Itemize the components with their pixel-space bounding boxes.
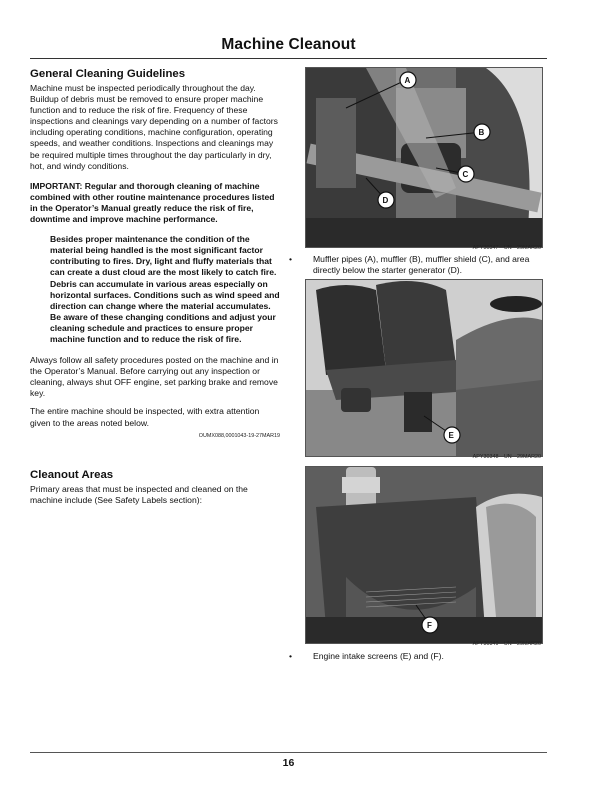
important-paragraph-2: Besides proper maintenance the condition of the material being handled is the most significant factor contributing to fires. Dry, light and fluffy materials that can create a dust cloud are the most likely to catch fire. Debris can accumulate in various areas especially on horizontal surfaces. Conditions such as wind speed and direction can change where the material accumulates. Be aware of these changing conditions and adjust your cleaning schedule and practices to ensure proper machine function and to reduce the risk of fire. xyxy=(50,234,280,344)
callout-a: A xyxy=(404,76,411,85)
callout-e: E xyxy=(448,431,454,440)
bullet-intake xyxy=(289,651,547,662)
general-intro: Machine must be inspected periodically throughout the day. Buildup of debris must be removed to ensure proper machine function and to reduce the risk of fire. Frequency of these inspections and cleanings vary depending on a number of factors including operating conditions, machine configuration, operating speeds, and weather conditions. Inspections and cleanings may be required multiple times throughout the day particularly in dry, hot, and windy conditions. xyxy=(30,83,278,171)
callout-b: B xyxy=(478,128,485,137)
bullet-icon: • xyxy=(289,651,293,661)
figure-1-ref: APY30347—UN—29MAR20 xyxy=(472,245,541,251)
callout-c: C xyxy=(462,170,469,179)
important-text-1: Regular and thorough cleaning of machine combined with other routine maintenance procedures listed in the Operator’s Manual greatly reduce the risk of fire, downtime and improve machine performance. xyxy=(30,180,275,225)
bullet-icon: • xyxy=(289,254,293,264)
bullet-intake-text: Engine intake screens (E) and (F). xyxy=(313,651,444,661)
cleanout-heading: Cleanout Areas xyxy=(30,468,114,481)
general-heading: General Cleaning Guidelines xyxy=(30,68,186,80)
important-notice xyxy=(30,181,280,345)
figure-2-ref: APY30348—UN—29MAR20 xyxy=(472,454,541,460)
inspection-paragraph: The entire machine should be inspected, with extra attention given to the areas noted below. xyxy=(30,406,260,428)
important-paragraph-1 xyxy=(30,181,280,225)
page-number: 16 xyxy=(282,757,295,769)
callout-f: F xyxy=(427,621,432,630)
figure-muffler-photo xyxy=(305,67,543,248)
bullet-muffler xyxy=(289,254,547,276)
general-section xyxy=(30,67,280,506)
figure-3-ref: APY30349—UN—29MAR20 xyxy=(472,641,541,647)
footer-divider xyxy=(30,752,547,753)
callout-d: D xyxy=(382,196,389,205)
title-divider xyxy=(30,58,547,59)
figure-intake-photo xyxy=(305,466,543,644)
safety-paragraph: Always follow all safety procedures posted on the machine and in the Operator’s Manual. Before carrying out any inspection or cleaning, always shut OFF engine, set parking brake and remove key. xyxy=(30,355,279,399)
section-reference: OUMX088,0001043-19-27MAR19 xyxy=(198,432,280,439)
important-label: IMPORTANT: xyxy=(30,180,83,191)
bullet-muffler-text: Muffler pipes (A), muffler (B), muffler shield (C), and area directly below the starter generator (D). xyxy=(313,254,530,276)
cleanout-text: Primary areas that must be inspected and cleaned on the machine include (See Safety Labels section): xyxy=(30,483,248,505)
figure-seat-photo xyxy=(305,279,543,457)
page-title: Machine Cleanout xyxy=(221,36,356,53)
